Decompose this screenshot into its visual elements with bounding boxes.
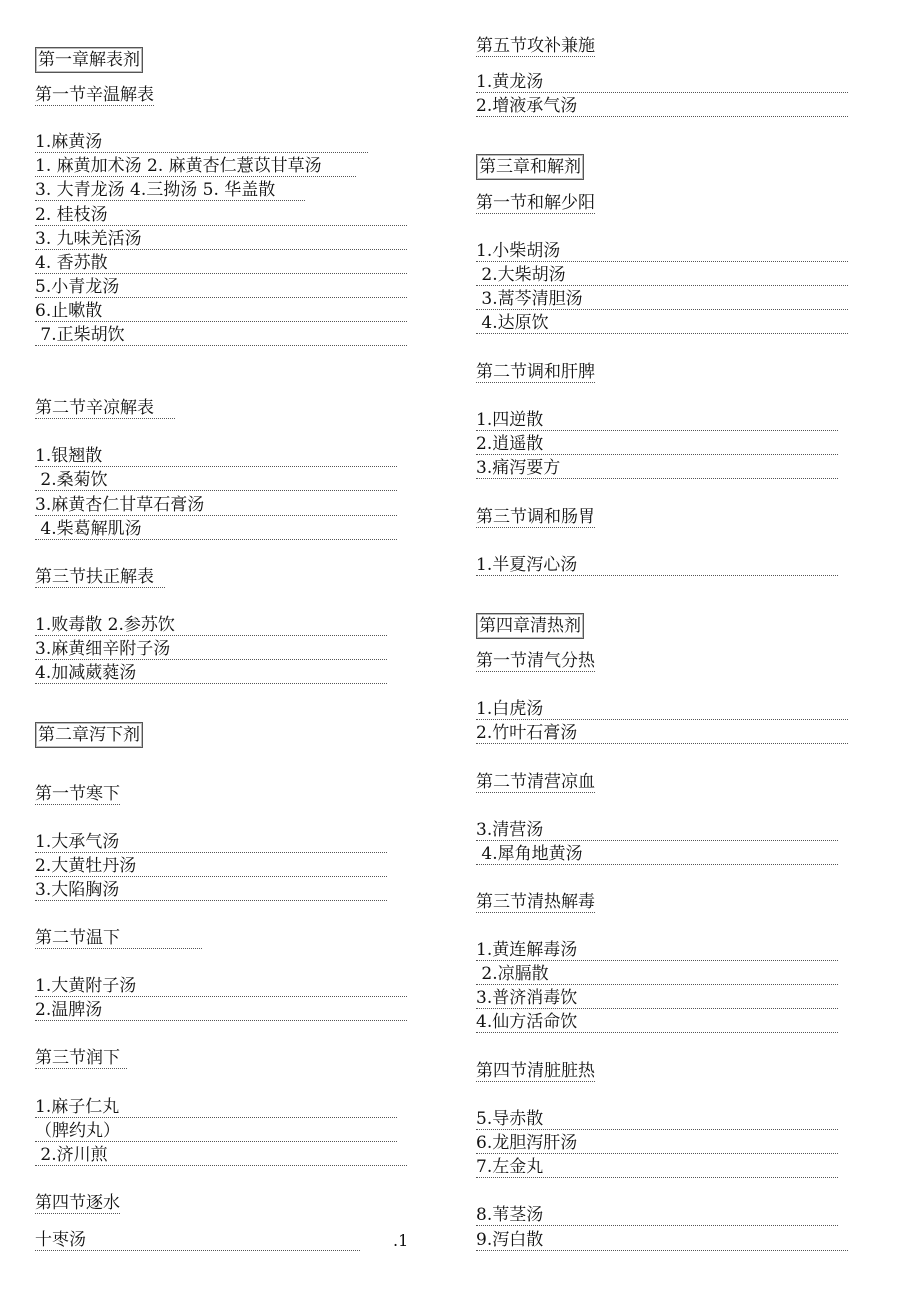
formula-list-item: 1.银翘散 — [35, 445, 397, 467]
formula-list-item: 十枣汤 — [35, 1229, 360, 1251]
formula-list-item: 1.麻子仁丸 — [35, 1096, 397, 1118]
section-heading: 第二节温下 — [35, 927, 202, 949]
formula-list-item: 4. 香苏散 — [35, 252, 407, 274]
formula-list-item: 1.大承气汤 — [35, 831, 387, 853]
formula-list-item: 4.仙方活命饮 — [476, 1011, 838, 1033]
formula-list-item: 2.桑菊饮 — [35, 469, 397, 491]
formula-list-item: 1.四逆散 — [476, 409, 838, 431]
formula-list-item: 2. 桂枝汤 — [35, 204, 407, 226]
formula-list-item: 1.黄连解毒汤 — [476, 939, 838, 961]
chapter-heading: 第三章和解剂 — [476, 154, 584, 180]
section-heading: 第一节清气分热 — [476, 651, 595, 671]
section-heading: 第一节和解少阳 — [476, 193, 595, 213]
formula-list-item: 2.逍遥散 — [476, 433, 838, 455]
formula-list-item: 1.黄龙汤 — [476, 71, 848, 93]
formula-list-item: 1.白虎汤 — [476, 698, 848, 720]
formula-list-item: 2.凉膈散 — [476, 963, 838, 985]
formula-list-item: 4.柴葛解肌汤 — [35, 518, 397, 540]
formula-list-item: 6.龙胆泻肝汤 — [476, 1132, 838, 1154]
formula-list-item: 2.大柴胡汤 — [476, 264, 848, 286]
formula-list-item: 1.败毒散 2.参苏饮 — [35, 614, 387, 636]
section-heading: 第三节扶正解表 — [35, 566, 165, 588]
formula-list-item: 3.麻黄杏仁甘草石膏汤 — [35, 494, 397, 516]
formula-list-item: 2.济川煎 — [35, 1144, 407, 1166]
formula-list-item: 1. 麻黄加术汤 2. 麻黄杏仁薏苡甘草汤 — [35, 155, 356, 177]
section-heading: 第五节攻补兼施 — [476, 36, 595, 56]
formula-list-item: 3.普济消毒饮 — [476, 987, 838, 1009]
formula-list-item: 4.犀角地黄汤 — [476, 843, 838, 865]
formula-list-item: 5.小青龙汤 — [35, 276, 407, 298]
section-heading: 第二节调和肝脾 — [476, 362, 595, 382]
section-heading: 第三节清热解毒 — [476, 892, 595, 912]
formula-list-item: 5.导赤散 — [476, 1108, 838, 1130]
formula-list-item: 1.小柴胡汤 — [476, 240, 848, 262]
chapter-heading: 第一章解表剂 — [35, 47, 143, 73]
formula-list-item: 7.左金丸 — [476, 1156, 838, 1178]
formula-list-item: 2.增液承气汤 — [476, 95, 848, 117]
section-heading: 第二节辛凉解表 — [35, 397, 175, 419]
formula-list-item: 6.止嗽散 — [35, 300, 407, 322]
formula-list-item: 4.加减葳蕤汤 — [35, 662, 387, 684]
formula-list-item: 3.痛泻要方 — [476, 457, 838, 479]
section-heading: 第一节辛温解表 — [35, 85, 154, 105]
formula-list-item: 9.泻白散 — [476, 1229, 848, 1251]
formula-list-item: 3. 九味羌活汤 — [35, 228, 407, 250]
formula-list-item: 3. 大青龙汤 4.三拗汤 5. 华盖散 — [35, 179, 305, 201]
formula-list-item: 2.温脾汤 — [35, 999, 407, 1021]
section-heading: 第三节调和肠胃 — [476, 507, 595, 527]
formula-list-item: 1.大黄附子汤 — [35, 975, 407, 997]
formula-list-item: 2.竹叶石膏汤 — [476, 722, 848, 744]
formula-list-item: 2.大黄牡丹汤 — [35, 855, 387, 877]
page-number: .1 — [393, 1231, 409, 1250]
formula-list-item: 3.蒿芩清胆汤 — [476, 288, 848, 310]
formula-list-item: （脾约丸） — [35, 1120, 397, 1142]
chapter-heading: 第四章清热剂 — [476, 613, 584, 639]
section-heading: 第一节寒下 — [35, 784, 120, 804]
formula-list-item: 3.清营汤 — [476, 819, 838, 841]
formula-list-item: 3.大陷胸汤 — [35, 879, 387, 901]
formula-list-item: 1.半夏泻心汤 — [476, 554, 838, 576]
formula-list-item: 8.苇茎汤 — [476, 1204, 838, 1226]
formula-list-item: 7.正柴胡饮 — [35, 324, 407, 346]
formula-list-item: 3.麻黄细辛附子汤 — [35, 638, 387, 660]
section-heading: 第二节清营凉血 — [476, 772, 595, 792]
section-heading: 第三节润下 — [35, 1047, 127, 1069]
section-heading: 第四节清脏脏热 — [476, 1061, 595, 1081]
formula-list-item: 1.麻黄汤 — [35, 131, 368, 153]
section-heading: 第四节逐水 — [35, 1193, 120, 1213]
formula-list-item: 4.达原饮 — [476, 312, 848, 334]
chapter-heading: 第二章泻下剂 — [35, 722, 143, 748]
